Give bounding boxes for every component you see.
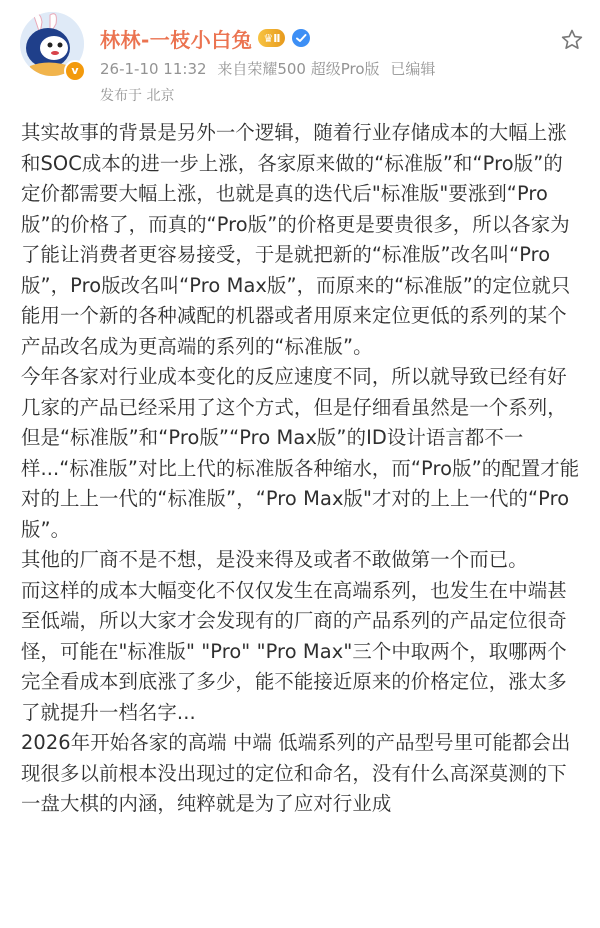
post-paragraph: 其实故事的背景是另外一个逻辑，随着行业存储成本的大幅上涨和SOC成本的进一步上涨，各家原来做的“标准版”和“Pro版”的定价都需要大幅上涨，也就是真的迭代后"标准版"要涨到“Pro版”的价格了，而真的“Pro版”的价格更是要贵很多，所以各家为了能让消费者更容易接受，于是就把新的“标准版”改名叫“Pro版”，Pro版改名叫“Pro Max版”，而原来的“标准版”的定位就只能用一个新的各种减配的机器或者用原来定位更低的系列的某个产品改名成为更高端的系列的“标准版”。 bbox=[21, 121, 571, 358]
post-paragraph: 其他的厂商不是不想，是没来得及或者不敢做第一个而已。 bbox=[21, 548, 528, 571]
post-source: 来自荣耀500 超级Pro版 bbox=[217, 60, 380, 78]
name-row bbox=[100, 24, 311, 52]
edited-label[interactable]: 已编辑 bbox=[390, 60, 436, 78]
star-icon[interactable] bbox=[560, 28, 584, 52]
post-timestamp: 26-1-10 11:32 bbox=[100, 60, 207, 78]
username[interactable]: 林林-一枝小白兔 bbox=[100, 27, 253, 52]
post-paragraph: 而这样的成本大幅变化不仅仅发生在高端系列，也发生在中端甚至低端，所以大家才会发现有的厂商的产品系列的产品定位很奇怪，可能在"标准版" "Pro" "Pro Max"三个中取两个，取哪两个完全看成本到底涨了多少，能不能接近原来的价格定位，涨太多了就提升一档名字... bbox=[21, 578, 567, 724]
level-badge[interactable] bbox=[258, 29, 285, 47]
verified-v-badge: v bbox=[64, 60, 86, 82]
level-badge-label: Ⅱ bbox=[273, 31, 281, 45]
verified-icon bbox=[291, 28, 311, 48]
post-paragraph: 今年各家对行业成本变化的反应速度不同，所以就导致已经有好几家的产品已经采用了这个方式，但是仔细看虽然是一个系列，但是“标准版”和“Pro版”“Pro Max版”的ID设计语言都不一样...“标准版”对比上代的标准版各种缩水，而“Pro版”的配置才能对的上上一代的“标准版”，“Pro Max版"才对的上上一代的“Pro版”。 bbox=[21, 365, 580, 541]
post-body bbox=[21, 118, 581, 820]
crown-icon: ♛ bbox=[263, 31, 274, 45]
post-location: 发布于 北京 bbox=[100, 88, 175, 104]
meta-row bbox=[100, 58, 441, 79]
post-header bbox=[0, 0, 600, 115]
post-paragraph: 2026年开始各家的高端 中端 低端系列的产品型号里可能都会出现很多以前根本没出现过的定位和命名，没有什么高深莫测的下一盘大棋的内涵，纯粹就是为了应对行业成 bbox=[21, 731, 571, 815]
